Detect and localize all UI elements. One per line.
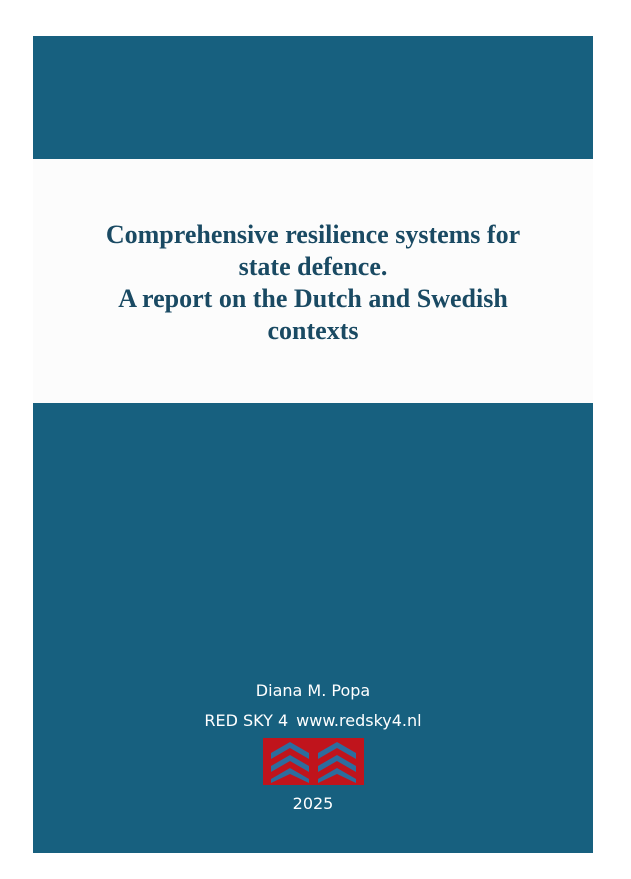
top-color-band [33,36,593,159]
publisher-website: www.redsky4.nl [296,711,422,730]
title-panel [33,159,593,403]
title-line: state defence. [238,252,388,281]
title-line: A report on the Dutch and Swedish [118,284,508,313]
publication-year: 2025 [292,794,334,813]
publisher-name: RED SKY 4 [204,711,289,730]
author-name: Diana M. Popa [255,681,371,700]
bottom-color-band [33,403,593,853]
red-sky-4-logo-icon [263,738,364,785]
title-line: contexts [267,316,359,345]
report-title [83,219,543,347]
title-line: Comprehensive resilience systems for [105,220,521,249]
publisher-line [33,711,593,730]
